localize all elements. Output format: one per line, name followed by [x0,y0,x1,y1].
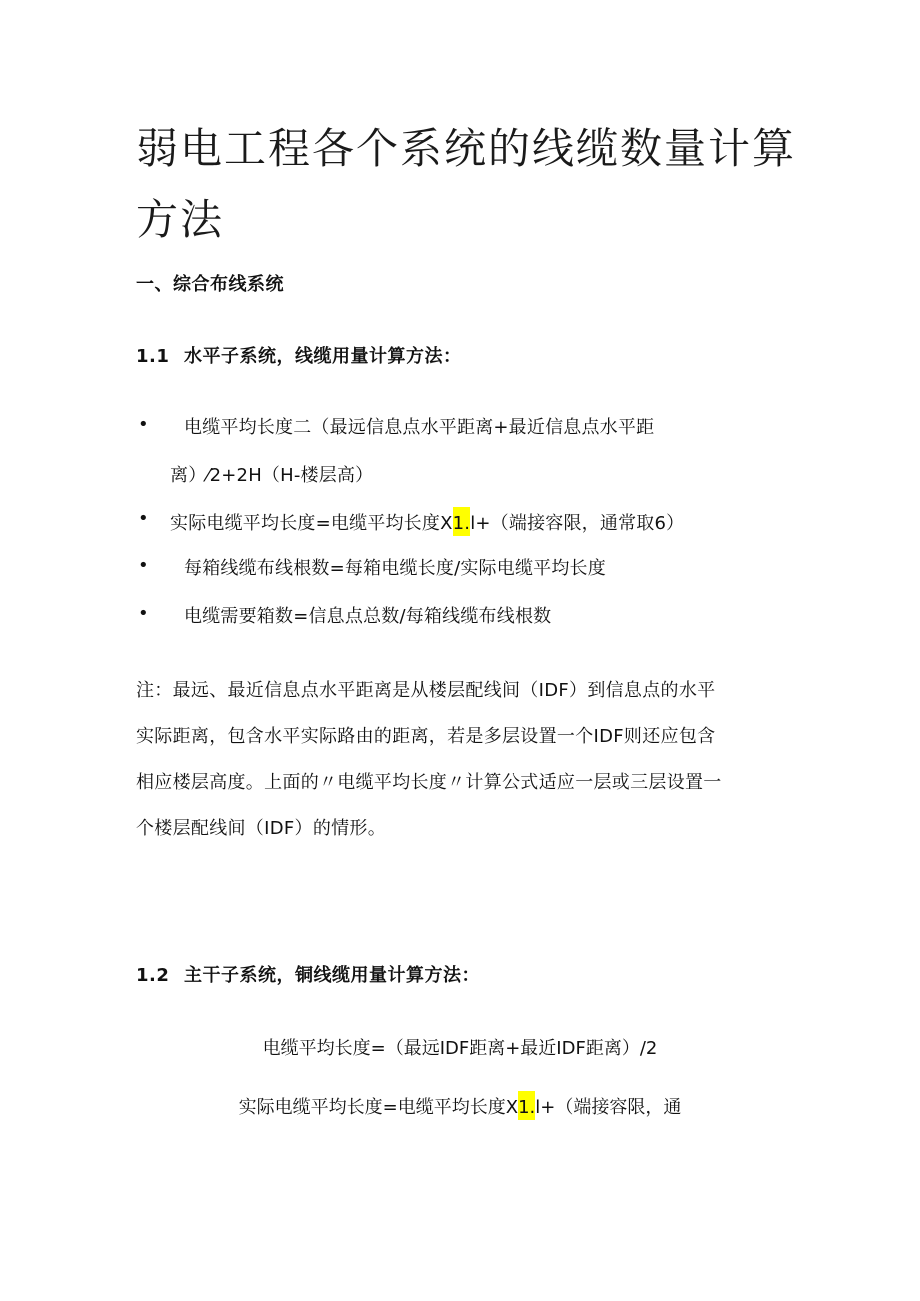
subsection-heading-1-2 [136,961,480,987]
bullet-2-text-start: 实际电缆平均长度=电缆平均长度X [170,513,453,534]
section-heading: 一、综合布线系统 [136,274,284,295]
page-title-line-1: 弱电工程各个系统的线缆数量计算 [136,124,797,173]
formula-line-2-text-start: 实际电缆平均长度=电缆平均长度X [238,1097,519,1118]
highlighted-value: 1. [518,1091,535,1120]
note-line-3: 相应楼层高度。上面的〃电缆平均长度〃计算公式适应一层或三层设置一 [136,772,722,793]
subsection-heading-1-1 [136,342,462,368]
bullet-1-line-2: 离）⁄2+2H（H-楼层高） [170,465,374,486]
bullet-1-line-1: 电缆平均长度二（最远信息点水平距离+最近信息点水平距 [184,417,655,438]
formula-line-2 [0,1091,920,1120]
subsection-number: 1.2 [136,965,170,986]
page-title-line-2: 方法 [136,195,225,244]
bullet-3: 每箱线缆布线根数=每箱电缆长度/实际电缆平均长度 [184,558,606,579]
subsection-title: 水平子系统，线缆用量计算方法： [184,346,462,367]
formula-line-2-text-end: l+（端接容限，通 [535,1097,682,1118]
note-line-2: 实际距离，包含水平实际路由的距离，若是多层设置一个IDF则还应包含 [136,726,716,747]
bullet-2 [170,507,684,536]
bullet-4: 电缆需要箱数=信息点总数/每箱线缆布线根数 [184,606,552,627]
subsection-title: 主干子系统，铜线缆用量计算方法： [184,965,480,986]
bullet-marker: • [138,508,149,529]
subsection-number: 1.1 [136,346,170,367]
bullet-2-text-end: l+（端接容限，通常取6） [470,513,685,534]
highlighted-value: 1. [453,507,471,536]
bullet-marker: • [138,414,149,435]
note-line-1: 注：最远、最近信息点水平距离是从楼层配线间（IDF）到信息点的水平 [136,680,716,701]
bullet-marker: • [138,555,149,576]
formula-line-1: 电缆平均长度=（最远IDF距离+最近IDF距离）/2 [262,1038,658,1059]
note-line-4: 个楼层配线间（IDF）的情形。 [136,818,387,839]
bullet-marker: • [138,603,149,624]
